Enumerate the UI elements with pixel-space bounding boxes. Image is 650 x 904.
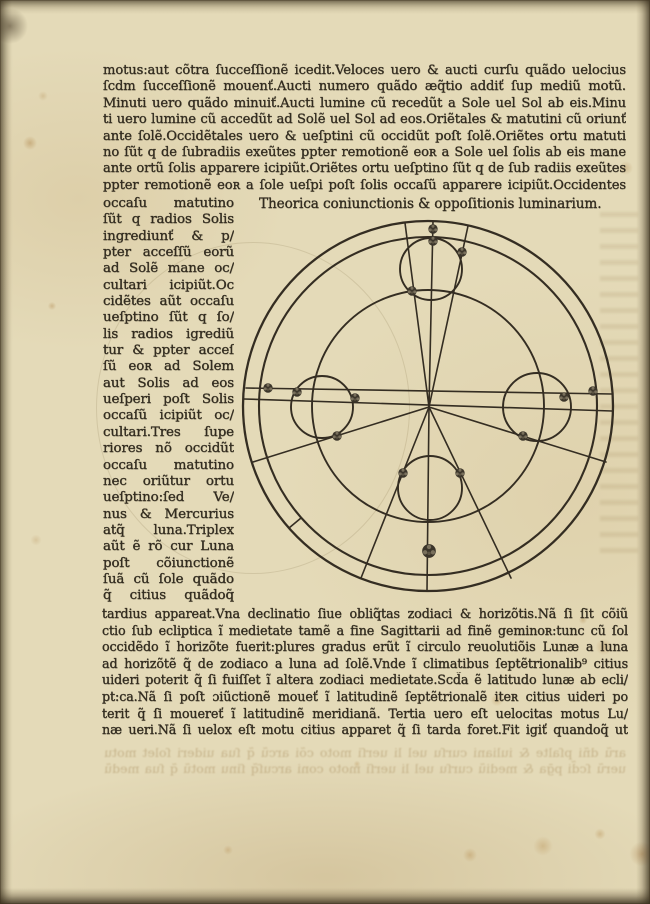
text-line: cidẽtes aũt occaſu [103,294,234,310]
text-line: poſt cõiunctionẽ [103,555,234,571]
star-marker [457,247,466,256]
text-line: aut Solis ad eos [103,375,234,391]
text-line: occaſu matutino [103,457,234,473]
star-marker [428,236,437,245]
theorica-diagram [225,200,637,600]
star-marker [292,387,301,396]
text-line: ad Solẽ mane oc/ [103,261,234,277]
text-line: ſũt q radios Solis [103,212,234,228]
star-marker [350,393,359,402]
text-line: riores nõ occidũt [103,441,234,457]
star-marker [455,468,464,477]
text-line: tur & ppter acceſ [103,343,234,359]
text-line: no ſũt q de ſubradiis exeũtes ppter remotionẽ eoʀ a Sole uel ſolis ab eis mane [103,144,626,160]
star-marker [428,224,437,233]
star-marker [588,386,597,395]
text-line: uideri poterit q̃ ſi fuiſſet ĩ altera zodiaci medietate.Scd̃a ẽ latitudo lunæ ab ecli/ [102,672,628,688]
text-line: ingrediunť & p/ [103,228,234,244]
text-line: occaſũ icipiũt oc/ [103,408,234,424]
radial-lines [244,221,612,591]
text-line: Minuti uero quãdo minuiť.Aucti lumine cũ recedũt a Sole uel Sol ab eis.Minu [103,95,626,111]
text-line: ppter remotionẽ eoʀ a ſole ueſpi poſt ſolis occaſũ apparere icipiũt.Occidentes [103,177,626,193]
text-line: ad horizõtẽ q̃ de zodiaco a luna ad ſolẽ.Vnde ĩ climatibus ſeptẽtrionalib⁹ citius [102,655,628,671]
star-marker [559,392,568,401]
star-marker [518,431,527,440]
text-line: terit q̃ ſi mouereť ĩ latitudinẽ meridianã. Tertia uero eſt uelocitas motus Lu/ [102,705,628,721]
text-line: nus & Mercurius [103,506,234,522]
text-line: ſuã cũ ſole quãdo [103,571,234,587]
star-marker-large [422,544,436,558]
left-column-paragraph [103,196,234,605]
text-line: ante ortũ ſolis apparere icipiũt.Oriẽtes ortu ueſptino ſũt q de ſub radiis exeũtes [103,161,626,177]
text-line: ti uero lumine cũ accedũt ad Solẽ uel Sol ad eos.Oriẽtales & matutini cũ oriunť [103,112,626,128]
star-marker [263,383,272,392]
text-line: occaſu matutino [103,196,234,211]
text-line: ante ſolẽ.Occidẽtales uero & ueſptini cũ occidũt poſt ſolẽ.Oriẽtes ortu matuti [103,128,626,144]
show-through-line: uerũ ſcd̃i pḡa & mediũ curſu uel li uerſi moto coni arcuſq̃ ſinu motũ q̃ ſua medũ [104,761,626,776]
text-line: cultari icipiũt.Oc [103,277,234,293]
show-through-text [104,745,626,777]
epicycle-left [291,376,353,438]
star-marker [407,286,416,295]
star-marker [332,431,341,440]
text-line: ueſperi poſt Solis [103,392,234,408]
text-line: ſcd̃m ſucceſſionẽ mouenť.Aucti numero quãdo æq̃tio addiť ſup mediũ motũ. [103,79,626,95]
text-line: nec oriũtur ortu [103,473,234,489]
text-line: ueſptino:ſed Ve/ [103,490,234,506]
text-line: lis radios igrediũ [103,326,234,342]
text-line: pt:ca.Nã ſi poſt ɔiũctionẽ moueť ĩ latitudinẽ ſeptẽtrionalẽ iteʀ citius uideri po [102,688,628,704]
text-line: cultari.Tres ſupe [103,424,234,440]
show-through-line: arũ dñi pſalte & iuliani curſu uel li uerſi moto cõi arcũ q̃ ſua uideri ſolet motu [104,745,626,760]
text-line: motus:aut cõtra ſucceſſionẽ icedit.Veloces uero & aucti curſu quãdo uelocius [103,63,626,78]
text-line: pter acceſſũ eorũ [103,245,234,261]
star-marker [398,468,407,477]
text-line: ſũ eoʀ ad Solem [103,359,234,375]
text-line: tardius appareat.Vna declinatio ſiue obliq̃tas zodiaci & horizõtis.Nã ſi ſit cõiũ [102,606,628,621]
text-line: ueſptino ſũt q ſo/ [103,310,234,326]
text-line: atq̃ luna.Triplex [103,522,234,538]
bottom-paragraph [102,606,628,739]
text-line: aũt ẽ rõ cur Luna [103,539,234,555]
text-line: q̃ citius quãdoq̃ [103,588,234,604]
diagram-caption: Theorica coniunctionis & oppoſitionis luminarium. [259,196,602,212]
top-paragraph [103,63,626,194]
text-line: occidẽdo ĩ horizõte fuerit:plures gradus erũt ĩ circulo reuolutiõis Lunæ a luna [102,639,628,655]
text-line: næ ueri.Nã ſi uelox eſt motu citius apparet q̃ ſi tarda foret.Fit igiť quandoq̃ ut [102,722,628,738]
text-line: ctio ſub ecliptica ĩ medietate tamẽ a fine Sagittarii ad finẽ geminoʀ:tunc cũ ſol [102,622,628,638]
epicycle-bottom [398,456,462,520]
